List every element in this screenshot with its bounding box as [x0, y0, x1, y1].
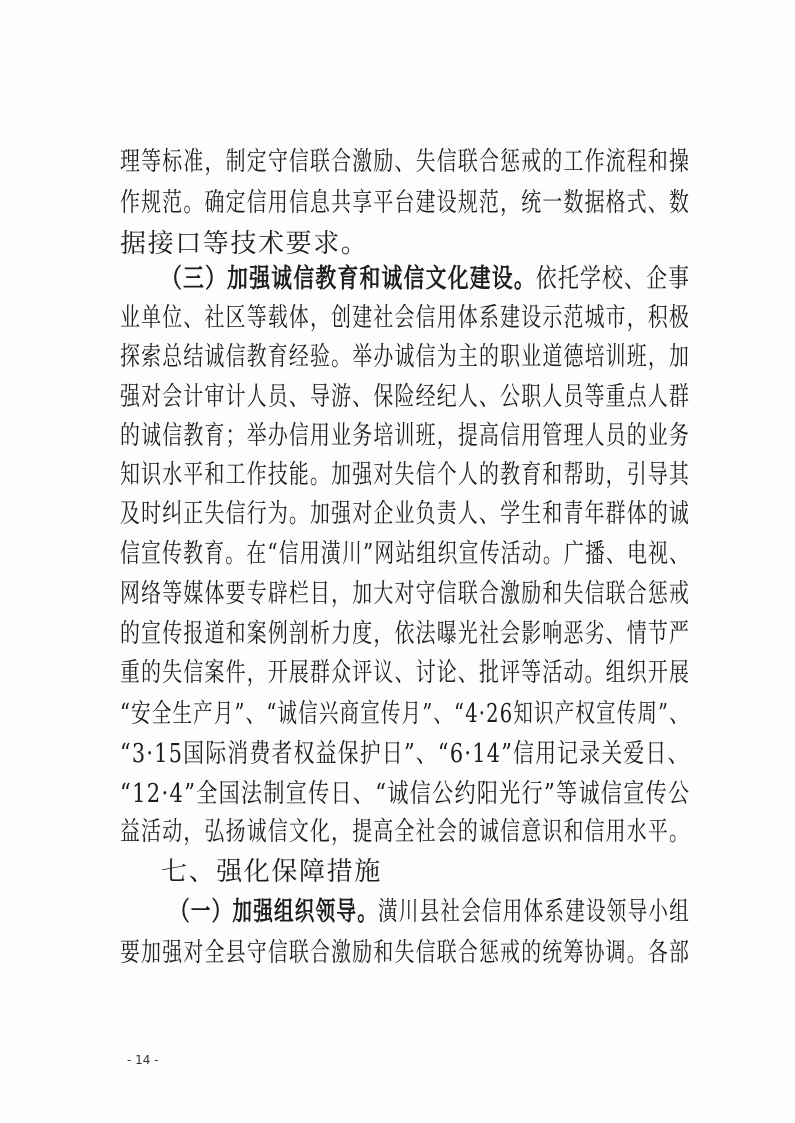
- section-heading-1-text: 潢川县社会信用体系建设领导小组: [378, 897, 691, 927]
- body-line-15: “安全生产月”、“诚信兴商宣传月”、“4·26知识产权宣传周”、: [120, 699, 690, 729]
- page-number: - 14 -: [127, 1053, 159, 1067]
- body-line-8: 的诚信教育；举办信用业务培训班，提高信用管理人员的业务: [120, 421, 691, 451]
- body-line-3: 据接口等技术要求。: [120, 229, 369, 259]
- section-heading-3-text: 依托学校、企事: [535, 264, 691, 294]
- body-line-12: 网络等媒体要专辟栏目，加大对守信联合激励和失信联合惩戒: [120, 579, 691, 609]
- body-line-10: 及时纠正失信行为。加强对企业负责人、学生和青年群体的诚: [120, 499, 691, 529]
- body-line-1: 理等标准，制定守信联合激励、失信联合惩戒的工作流程和操: [120, 147, 691, 177]
- section-heading-1: （一）加强组织领导。: [170, 897, 379, 927]
- body-line-16: “3·15国际消费者权益保护日”、“6·14”信用记录关爱日、: [120, 739, 690, 769]
- body-line-11: 信宣传教育。在“信用潢川”网站组织宣传活动。广播、电视、: [120, 539, 691, 569]
- body-line-9: 知识水平和工作技能。加强对失信个人的教育和帮助，引导其: [120, 460, 691, 490]
- body-line-2: 作规范。确定信用信息共享平台建设规范，统一数据格式、数: [120, 188, 691, 218]
- body-line-17: “12·4”全国法制宣传日、“诚信公约阳光行”等诚信宣传公: [120, 779, 691, 809]
- body-line-14: 重的失信案件，开展群众评议、讨论、批评等活动。组织开展: [120, 658, 691, 688]
- body-line-7: 强对会计审计人员、导游、保险经纪人、公职人员等重点人群: [120, 382, 691, 412]
- body-line-6: 探索总结诚信教育经验。举办诚信为主的职业道德培训班，加: [120, 342, 691, 372]
- body-line-5: 业单位、社区等载体，创建社会信用体系建设示范城市，积极: [120, 303, 691, 333]
- section-heading-7: 七、强化保障措施: [161, 857, 382, 887]
- section-heading-3: （三）加强诚信教育和诚信文化建设。: [161, 264, 536, 294]
- body-line-13: 的宣传报道和案例剖析力度，依法曝光社会影响恶劣、情节严: [120, 619, 691, 649]
- body-line-21: 要加强对全县守信联合激励和失信联合惩戒的统筹协调。各部: [120, 938, 691, 968]
- body-line-20: [170, 895, 690, 929]
- body-line-4: [161, 262, 690, 296]
- body-line-18: 益活动，弘扬诚信文化，提高全社会的诚信意识和信用水平。: [120, 817, 691, 847]
